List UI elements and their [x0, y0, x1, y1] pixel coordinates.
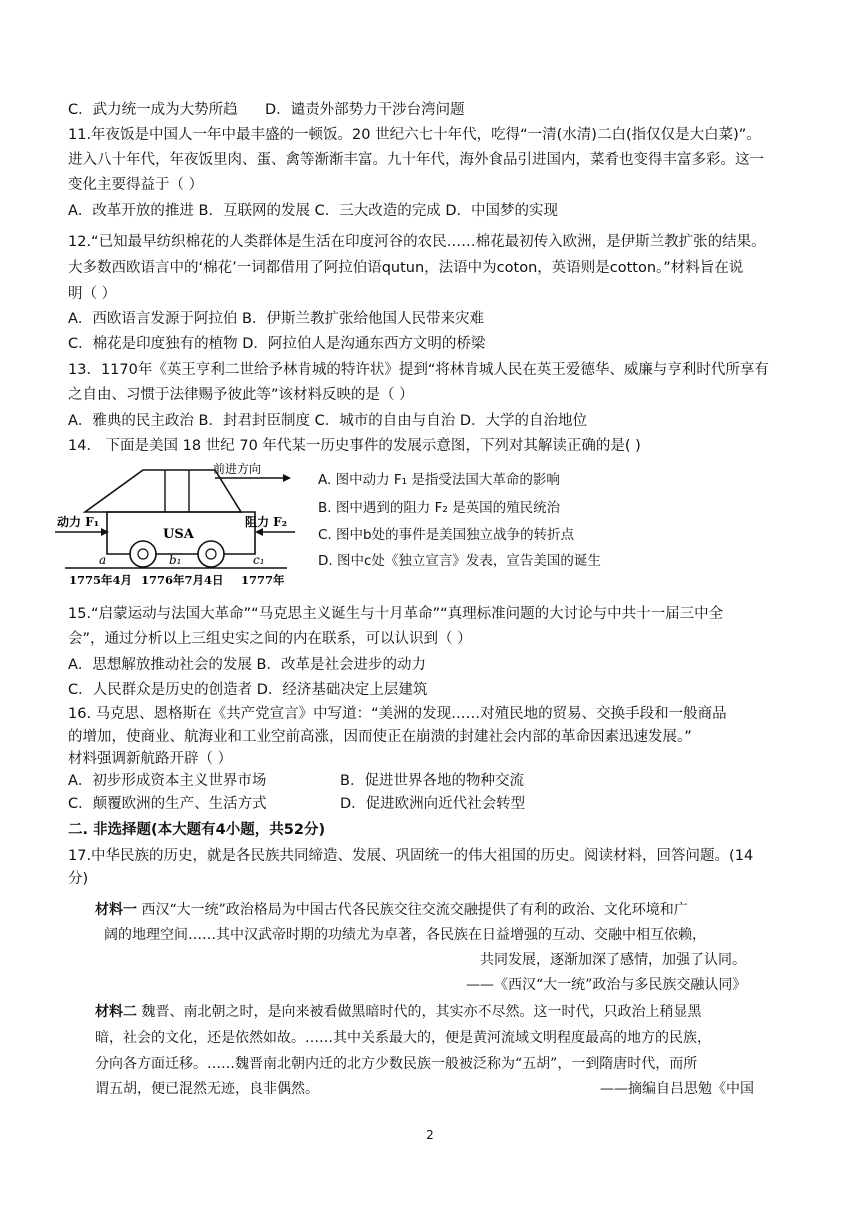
q16-stem-line-3: 材料强调新航路开辟（ ）: [68, 751, 233, 767]
q16-stem-line-1: 16. 马克思、恩格斯在《共产党宣言》中写道：“美洲的发现……对殖民地的贸易、交换手段和一般商品: [68, 706, 727, 722]
point-a-label: a: [99, 553, 107, 567]
q13-stem-line-1: 13．1170年《英王亨利二世给予林肯城的特许状》提到“将林肯城人民在英王爱德华、威廉与亨利时代所享有: [68, 362, 769, 378]
q14-car-diagram: [55, 460, 295, 590]
q14-option-d: D. 图中c处《独立宣言》发表，宣告美国的诞生: [318, 553, 601, 569]
q10-option-d: D．谴责外部势力干涉台湾问题: [265, 102, 465, 118]
q15-options-ab: A．思想解放推动社会的发展 B．改革是社会进步的动力: [68, 657, 426, 673]
q15-stem-line-2: 会”，通过分析以上三组史实之间的内在联系，可以认识到（ ）: [68, 631, 472, 647]
material-2-text: 魏晋、南北朝之时，是向来被看做黑暗时代的，其实亦不尽然。这一时代，只政治上稍显黑: [137, 1004, 702, 1020]
direction-label: 前进方向: [213, 462, 262, 476]
q14-option-b: B. 图中遇到的阻力 F₂ 是英国的殖民统治: [318, 500, 561, 516]
q16-option-c: C．颠覆欧洲的生产、生活方式: [68, 796, 267, 812]
q14-stem: 14． 下面是美国 18 世纪 70 年代某一历史事件的发展示意图，下列对其解读正确的是( ): [68, 438, 641, 454]
point-b-label: b₁: [169, 553, 182, 567]
material-2-line-2: 暗，社会的文化，还是依然如故。……其中关系最大的，便是黄河流域文明程度最高的地方的民族，: [95, 1030, 711, 1046]
q14-option-a: A. 图中动力 F₁ 是指受法国大革命的影响: [318, 472, 560, 488]
force-f1-arrowhead: [101, 528, 109, 536]
force-f2-label: 阻力 F₂: [245, 515, 287, 529]
material-1-source: ——《西汉“大一统”政治与多民族交融认同》: [466, 977, 747, 993]
q11-stem-line-1: 11.年夜饭是中国人一年中最丰盛的一顿饭。20 世纪六七十年代，吃得“一清(水清)二白(指仅仅是大白菜)”。: [68, 127, 761, 143]
material-2-line-1: [95, 1002, 701, 1022]
car-cabin: [85, 470, 241, 512]
q14-option-c: C. 图中b处的事件是美国独立战争的转折点: [318, 527, 575, 543]
direction-arrowhead: [283, 474, 291, 482]
material-2-source: ——摘编自吕思勉《中国: [600, 1081, 754, 1097]
q11-stem-line-2: 进入八十年代，年夜饭里肉、蛋、禽等渐渐丰富。九十年代，海外食品引进国内，菜肴也变得丰富多彩。这一: [68, 152, 764, 168]
q16-stem-line-2: 的增加，使商业、航海业和工业空前高涨，因而使正在崩溃的封建社会内部的革命因素迅速发展。”: [68, 729, 692, 745]
q12-options-ab: A．西欧语言发源于阿拉伯 B．伊斯兰教扩张给他国人民带来灾难: [68, 311, 484, 327]
material-1-line-1: [95, 900, 688, 920]
q17-stem-line-2: 分): [68, 871, 89, 887]
q12-options-cd: C．棉花是印度独有的植物 D．阿拉伯人是沟通东西方文明的桥梁: [68, 336, 486, 352]
material-2-label: 材料二: [95, 1004, 137, 1020]
force-f2-arrowhead: [255, 528, 263, 536]
material-1-label: 材料一: [95, 902, 137, 918]
section-2-heading: 二. 非选择题(本大题有4小题，共52分): [68, 822, 326, 838]
q17-stem-line-1: 17.中华民族的历史，就是各民族共同缔造、发展、巩固统一的伟大祖国的历史。阅读材料，回答问题。(14: [68, 848, 754, 864]
q12-stem-line-3: 明（ ）: [68, 286, 117, 302]
q11-stem-line-3: 变化主要得益于（ ）: [68, 177, 204, 193]
material-1-line-2: 阔的地理空间……其中汉武帝时期的功绩尤为卓著，各民族在日益增强的互动、交融中相互依赖，: [104, 927, 706, 943]
q10-option-c: C．武力统一成为大势所趋: [68, 102, 238, 118]
material-2-line-3: 分向各方面迁移。……魏晋南北朝内迁的北方少数民族一般被泛称为“五胡”，一到隋唐时代，而所: [95, 1056, 698, 1072]
q16-option-a: A．初步形成资本主义世界市场: [68, 773, 267, 789]
q11-options: A．改革开放的推进 B．互联网的发展 C．三大改造的完成 D．中国梦的实现: [68, 203, 558, 219]
material-1-text: 西汉“大一统”政治格局为中国古代各民族交往交流交融提供了有利的政治、文化环境和广: [137, 902, 688, 918]
force-f1-label: 动力 F₁: [57, 515, 99, 529]
q16-option-d: D．促进欧洲向近代社会转型: [340, 796, 526, 812]
right-wheel: [198, 541, 224, 567]
point-c-label: c₁: [253, 553, 265, 567]
q15-stem-line-1: 15.“启蒙运动与法国大革命”“马克思主义诞生与十月革命”“真理标准问题的大讨论与中共十一届三中全: [68, 606, 724, 622]
date-1776: 1776年7月4日: [141, 573, 224, 587]
date-1775: 1775年4月: [69, 573, 133, 587]
q12-stem-line-1: 12.“已知最早纺织棉花的人类群体是生活在印度河谷的农民……棉花最初传入欧洲，是伊斯兰教扩张的结果。: [68, 234, 766, 250]
page-number: 2: [426, 1128, 434, 1142]
car-label: USA: [163, 527, 194, 542]
q15-options-cd: C．人民群众是历史的创造者 D．经济基础决定上层建筑: [68, 682, 428, 698]
q13-stem-line-2: 之自由、习惯于法律赐予彼此等”该材料反映的是（ ）: [68, 387, 414, 403]
material-1-line-3: 共同发展，逐渐加深了感情，加强了认同。: [480, 952, 746, 968]
q13-options: A．雅典的民主政治 B．封君封臣制度 C．城市的自由与自治 D．大学的自治地位: [68, 413, 587, 429]
q12-stem-line-2: 大多数西欧语言中的‘棉花’一词都借用了阿拉伯语qutun，法语中为coton，英语则是cotton。”材料旨在说: [68, 260, 744, 276]
material-2-line-4: 谓五胡，便已混然无迹，良非偶然。: [95, 1081, 319, 1097]
q16-option-b: B．促进世界各地的物种交流: [340, 773, 524, 789]
date-1777: 1777年: [241, 573, 285, 587]
left-wheel: [130, 541, 156, 567]
